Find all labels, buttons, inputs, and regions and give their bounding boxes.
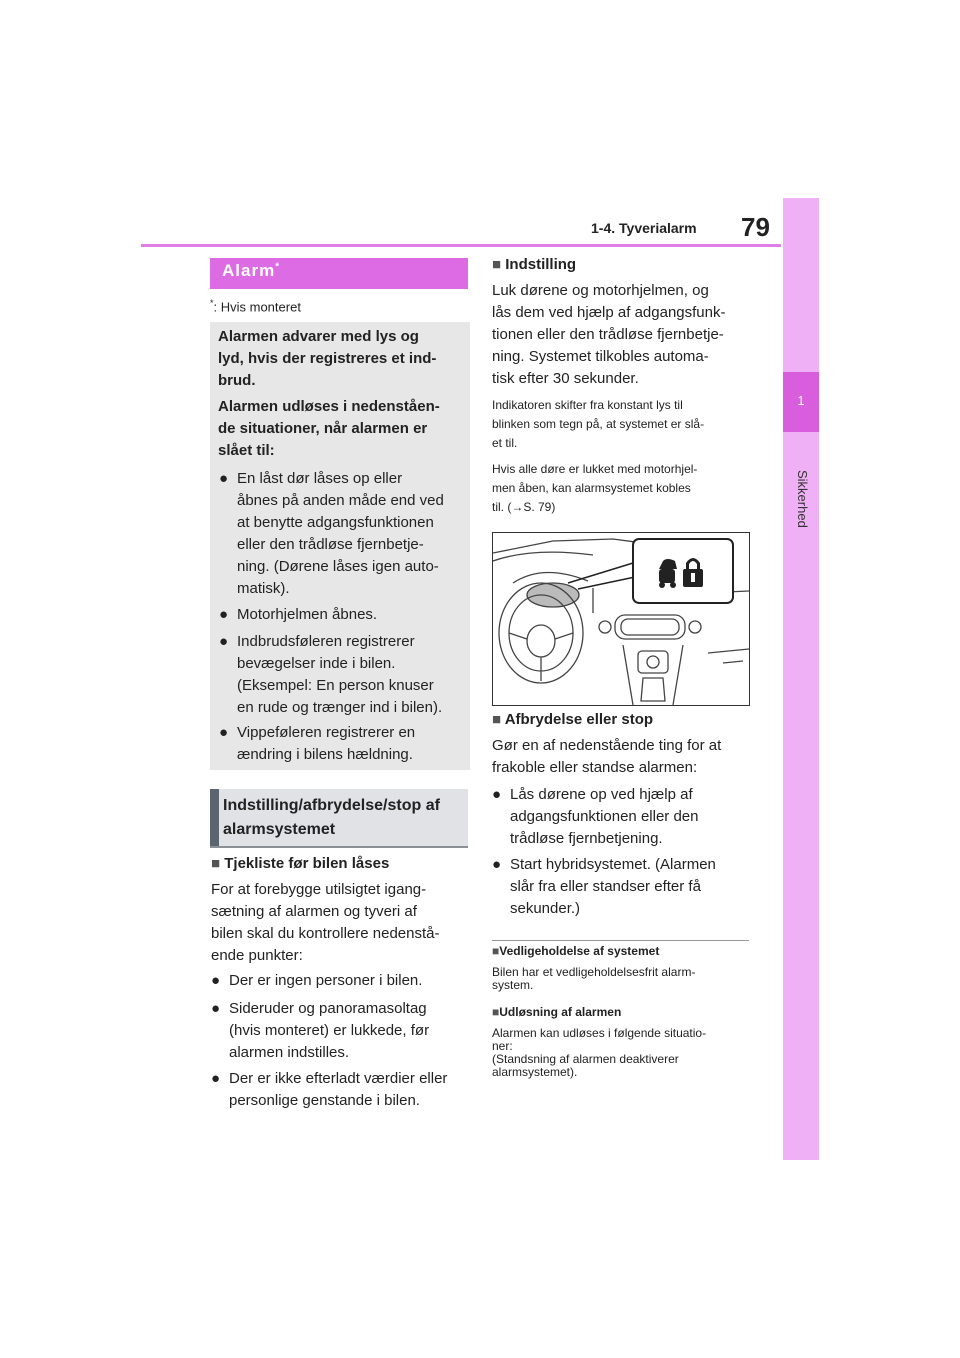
trigger-heading: ■Udløsning af alarmen xyxy=(492,1005,622,1019)
chapter-title: Sikkerhed xyxy=(795,470,810,528)
disarm-body: Gør en af nedenstående ting for at frakoble eller standse alarmen: xyxy=(492,737,722,776)
section-label: 1-4. Tyverialarm xyxy=(591,220,697,236)
list-item: ● Vippeføleren registrerer en ændring i bilens hældning. xyxy=(219,724,416,763)
list-item: ● Start hybridsystemet. (Alarmen slår fra eller standser efter få sekunder.) xyxy=(492,856,716,917)
dashboard-drawing xyxy=(493,533,749,705)
maintenance-text: Bilen har et vedligeholdelsesfrit alarm- system. xyxy=(492,965,696,992)
chapter-number: 1 xyxy=(797,393,805,408)
chapter-side-tab xyxy=(783,198,819,1160)
alarm-intro: Alarmen advarer med lys og lyd, hvis der registreres et ind- brud. xyxy=(218,328,437,389)
maintenance-heading: ■Vedligeholdelse af systemet xyxy=(492,944,660,958)
asterisk-mark: * xyxy=(275,261,281,273)
list-item: ● Der er ingen personer i bilen. xyxy=(211,972,423,989)
alarm-heading xyxy=(210,258,468,289)
list-item: ● Lås dørene op ved hjælp af adgangsfunktionen eller den trådløse fjernbetjening. xyxy=(492,786,699,847)
alarm-title: Alarm xyxy=(222,261,276,280)
trigger-text: Alarmen kan udløses i følgende situatio- ner: (Standsning af alarmen deaktiverer alarmsystemet). xyxy=(492,1026,707,1079)
list-item: ● Motorhjelmen åbnes. xyxy=(219,606,378,623)
alarm-trigger-intro: Alarmen udløses i nedenståen- de situationer, når alarmen er slået til: xyxy=(218,398,440,459)
disarm-heading: ■ Afbrydelse eller stop xyxy=(492,711,654,728)
header-rule xyxy=(141,244,781,247)
setting-note-indicator: Indikatoren skifter fra konstant lys til blinken som tegn på, at systemet er slå- et til. xyxy=(492,398,705,450)
list-item: ● Der er ikke efterladt værdier eller personlige genstande i bilen. xyxy=(211,1070,448,1109)
setting-heading: ■ Indstilling xyxy=(492,256,577,273)
list-item: ● Sideruder og panoramasoltag (hvis monteret) er lukkede, før alarmen indstilles. xyxy=(211,1000,430,1061)
footnote: *: Hvis monteret xyxy=(210,298,301,315)
setting-note-hood: Hvis alle døre er lukket med motorhjel- men åben, kan alarmsystemet kobles til. (→S. 79) xyxy=(492,462,698,514)
page-number: 79 xyxy=(741,212,770,242)
dashboard-illustration xyxy=(492,532,750,706)
checklist-body: For at forebygge utilsigtet igang- sætning af alarmen og tyveri af bilen skal du kontrollere nedenstå- ende punkter: xyxy=(211,881,440,964)
checklist-heading: ■ Tjekliste før bilen låses xyxy=(211,855,390,872)
setup-section-heading: Indstilling/afbrydelse/stop af alarmsystemet xyxy=(210,789,468,846)
list-item: ● Indbrudsføleren registrerer bevægelser inde i bilen. (Eksempel: En person knuser en rude og trænger ind i bilen). xyxy=(219,633,443,716)
heading-underline xyxy=(210,846,468,848)
notes-divider xyxy=(492,940,749,941)
list-item: ● En låst dør låses op eller åbnes på anden måde end ved at benytte adgangsfunktionen eller den trådløse fjernbetje- ning. (Dørene låses igen auto- matisk). xyxy=(219,470,444,597)
setting-body: Luk dørene og motorhjelmen, og lås dem ved hjælp af adgangsfunk- tionen eller den trådløse fjernbetje- ning. Systemet tilkobles automa- tisk efter 30 sekunder. xyxy=(492,282,726,387)
